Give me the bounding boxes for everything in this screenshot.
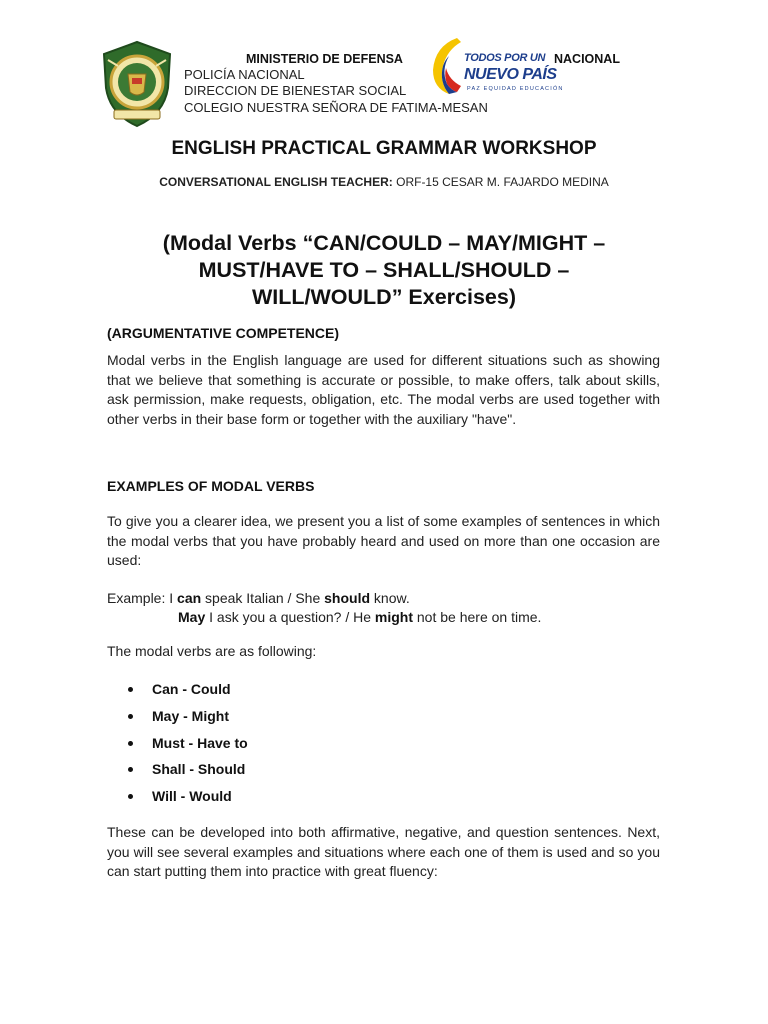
teacher-label: CONVERSATIONAL ENGLISH TEACHER: — [159, 175, 393, 189]
modal-verbs-list — [128, 680, 248, 814]
nacional-heading: NACIONAL — [554, 52, 620, 66]
example-might: might — [374, 609, 413, 625]
bullet-icon — [128, 794, 133, 799]
bullet-icon — [128, 767, 133, 772]
example-can: can — [177, 590, 202, 606]
bullet-icon — [128, 741, 133, 746]
bullet-icon — [128, 714, 133, 719]
gov-logo-line3: PAZ EQUIDAD EDUCACIÓN — [467, 86, 564, 92]
government-logo — [427, 36, 564, 98]
list-item-label: Must - Have to — [152, 734, 248, 751]
teacher-line — [0, 175, 768, 189]
list-item — [128, 760, 248, 787]
gov-logo-line1: TODOS POR UN — [464, 52, 546, 64]
list-item-label: May - Might — [152, 707, 229, 724]
modal-title-line3: WILL/WOULD” Exercises) — [251, 285, 516, 309]
list-item — [128, 734, 248, 761]
modal-title-line2: MUST/HAVE TO – SHALL/SHOULD – — [198, 258, 570, 282]
list-item — [128, 787, 248, 814]
example-line-2 — [178, 608, 541, 627]
modal-list-intro: The modal verbs are as following: — [107, 643, 317, 659]
header-direction-line: DIRECCION DE BIENESTAR SOCIAL — [184, 83, 407, 98]
list-item-label: Will - Would — [152, 788, 232, 804]
header-police-line: POLICÍA NACIONAL — [184, 67, 305, 82]
list-item — [128, 680, 248, 707]
flag-brush-icon — [427, 36, 463, 96]
list-item — [128, 707, 248, 734]
example-line-1 — [107, 589, 410, 608]
teacher-name: ORF-15 CESAR M. FAJARDO MEDINA — [396, 175, 609, 189]
ministry-heading: MINISTERIO DE DEFENSA — [246, 52, 403, 66]
examples-intro-paragraph: To give you a clearer idea, we present you a list of some examples of sentences in which the modal verbs that you have probably heard and used on more than one occasion are used: — [107, 513, 660, 568]
examples-heading: EXAMPLES OF MODAL VERBS — [107, 478, 315, 494]
list-item-label: Shall - Should — [152, 761, 246, 778]
list-item-label: Can - Could — [152, 681, 231, 697]
closing-paragraph: These can be developed into both affirmative, negative, and question sentences. Next, you will see several examples and situations where each one of them is used and so you can start putting them into practice with great fluency: — [107, 824, 660, 879]
example-should: should — [324, 590, 371, 606]
example-prefix: Example: I — [107, 590, 178, 606]
police-seal-logo — [98, 40, 176, 128]
example-may: May — [178, 609, 206, 625]
header-school-line: COLEGIO NUESTRA SEÑORA DE FATIMA-MESAN — [184, 100, 488, 115]
example-mid2: I ask you a question? / He — [205, 609, 375, 625]
example-end1: know. — [370, 590, 410, 606]
workshop-title: ENGLISH PRACTICAL GRAMMAR WORKSHOP — [171, 138, 597, 159]
modal-verbs-title — [100, 230, 668, 311]
modal-title-line1: (Modal Verbs “CAN/COULD – MAY/MIGHT – — [162, 231, 606, 255]
example-end2: not be here on time. — [413, 609, 542, 625]
gov-logo-line2: NUEVO PAÍS — [464, 66, 557, 83]
competence-heading: (ARGUMENTATIVE COMPETENCE) — [107, 325, 340, 341]
bullet-icon — [128, 687, 133, 692]
example-mid1: speak Italian / She — [201, 590, 325, 606]
intro-paragraph: Modal verbs in the English language are used for different situations such as showing that we believe that something is accurate or possible, to make offers, talk about skills, ask permission, make requests, obligation, etc. The modal verbs are used together with other verbs in their base form or together with the auxiliary "have". — [107, 352, 660, 427]
